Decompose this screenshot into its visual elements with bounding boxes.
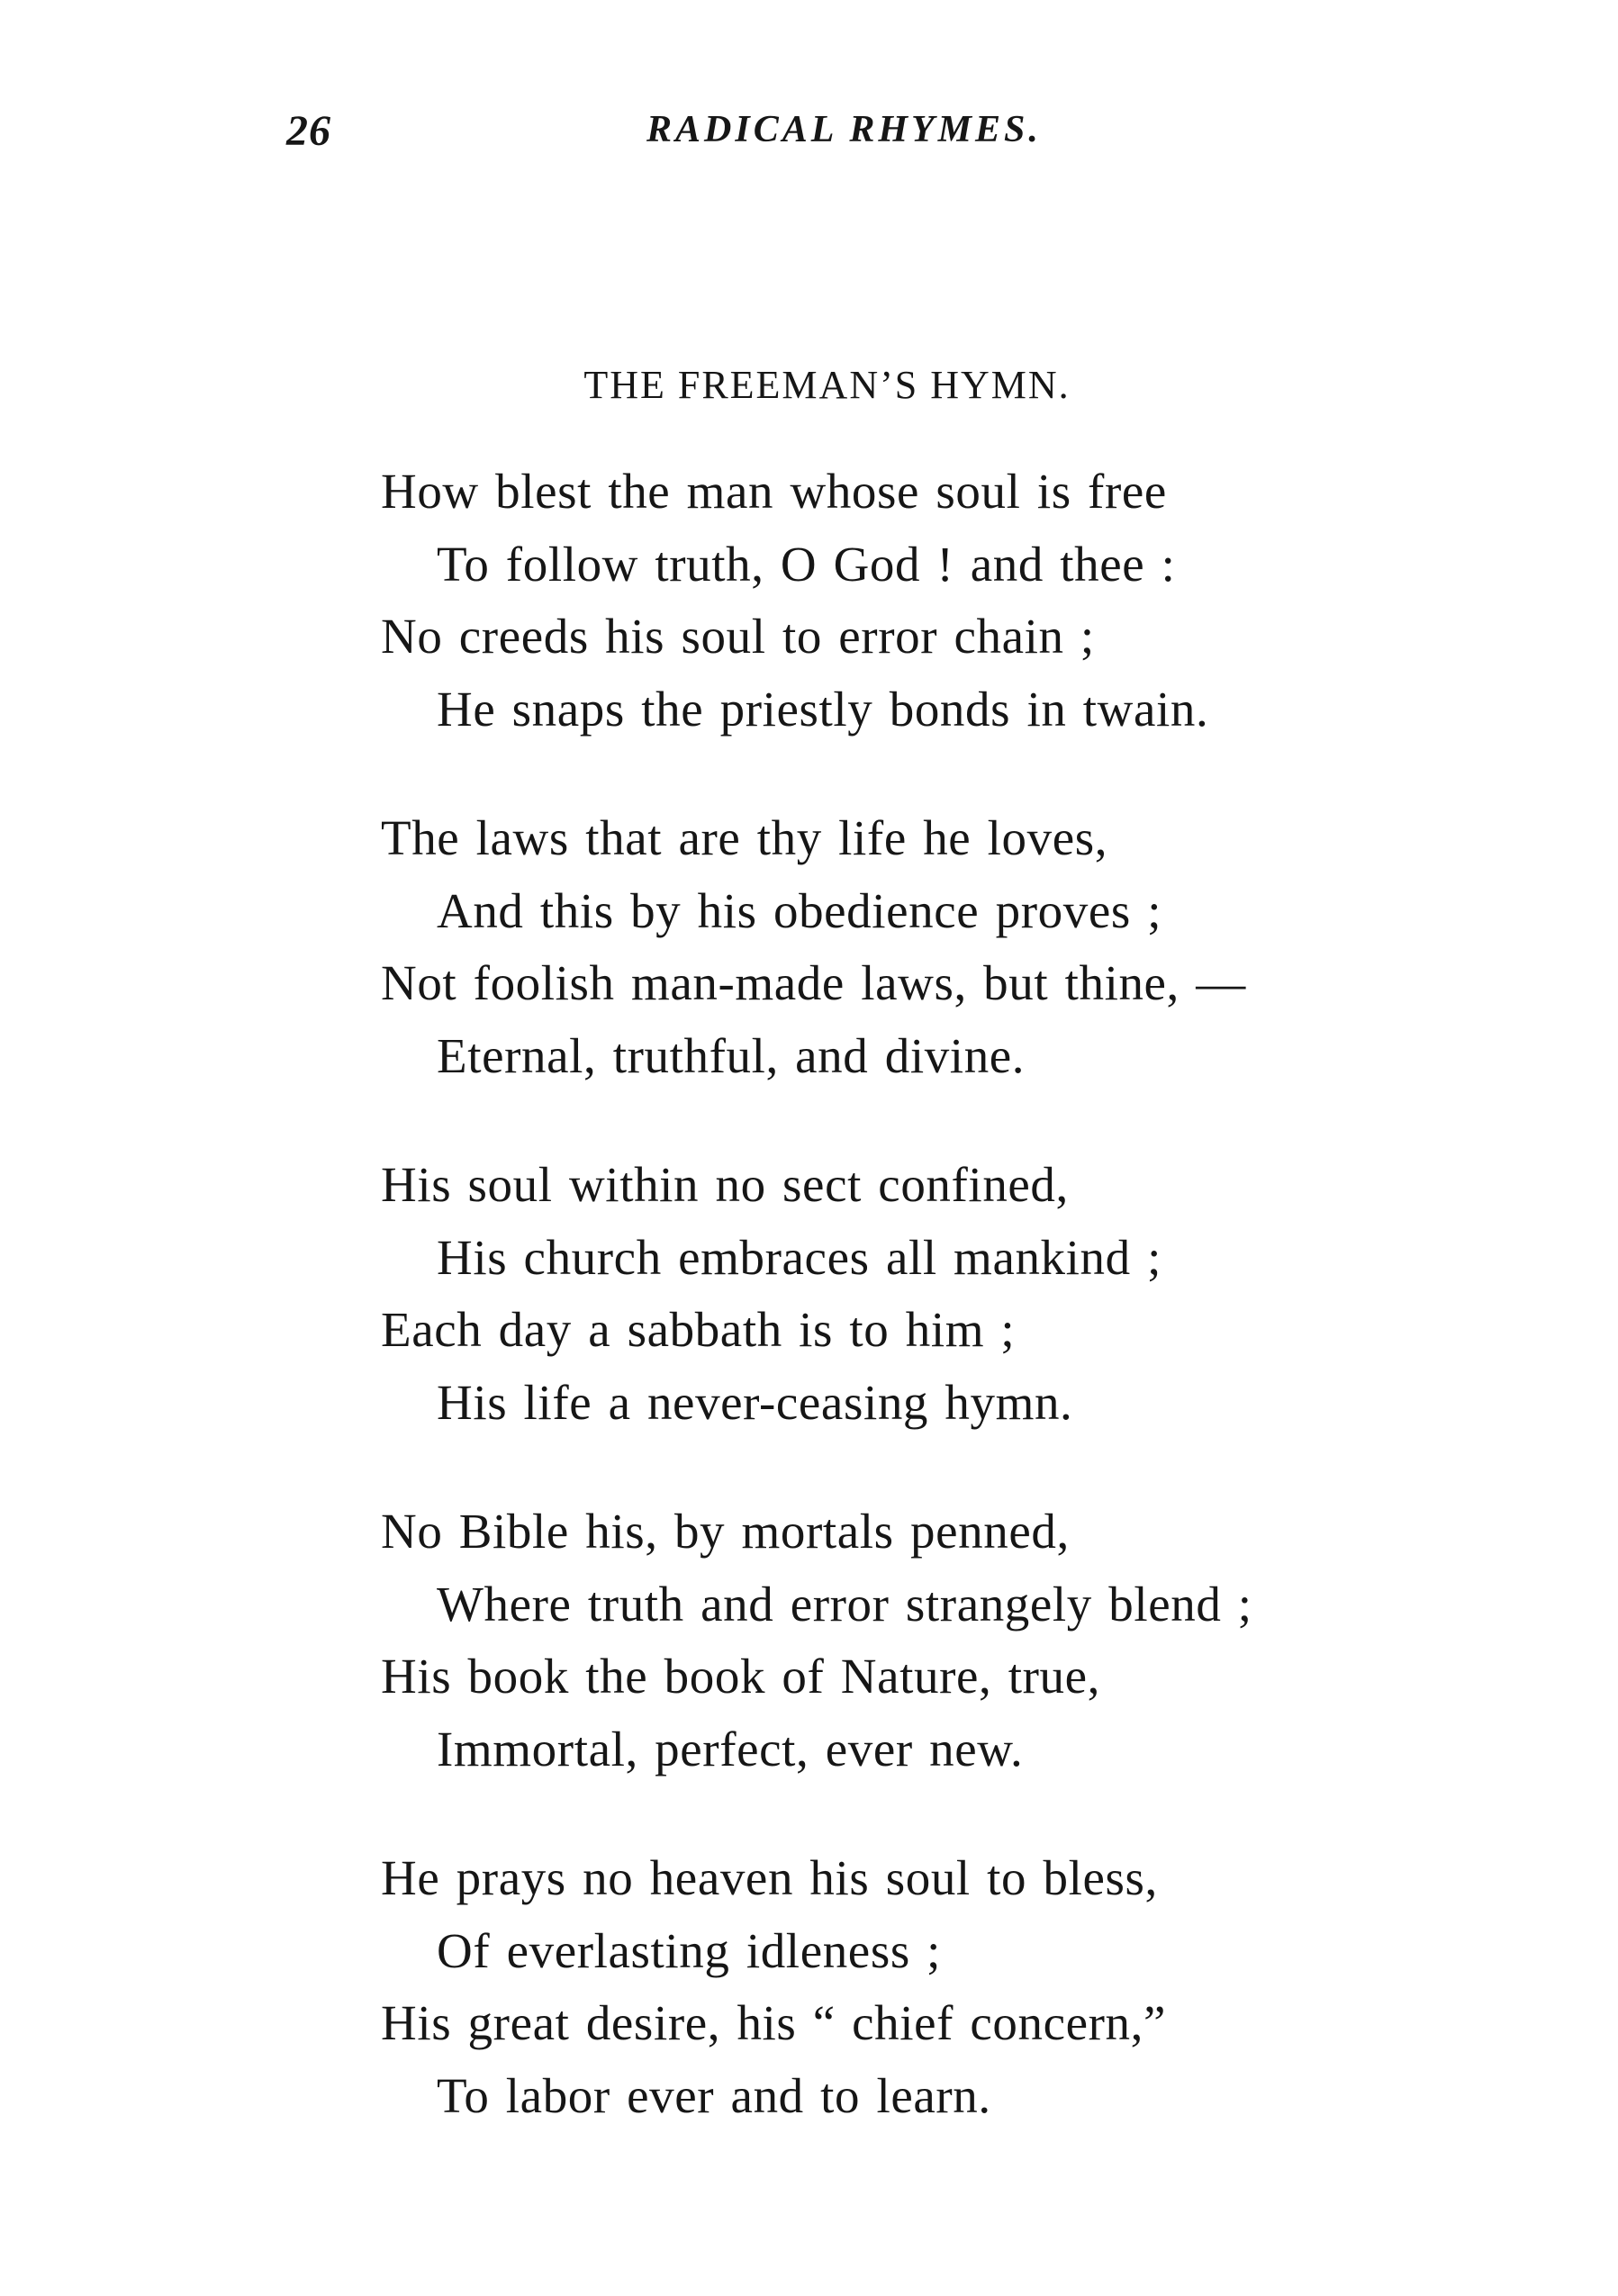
poem-line: His church embraces all mankind ; xyxy=(437,1229,1162,1285)
poem-line: Not foolish man-made laws, but thine, — xyxy=(381,955,1246,1010)
poem-line: His life a never-ceasing hymn. xyxy=(437,1374,1073,1430)
stanza-1 xyxy=(381,456,1506,746)
poem-line: Of everlasting idleness ; xyxy=(437,1922,942,1978)
poem-body xyxy=(381,456,1506,2189)
poem-line: His great desire, his “ chief concern,” xyxy=(381,1995,1167,2050)
poem-line: He prays no heaven his soul to bless, xyxy=(381,1850,1158,1905)
page-number: 26 xyxy=(286,107,331,155)
poem-line: No creeds his soul to error chain ; xyxy=(381,609,1095,664)
poem-line: Where truth and error strangely blend ; xyxy=(437,1576,1252,1632)
poem-line: To labor ever and to learn. xyxy=(437,2067,991,2123)
poem-line: His soul within no sect confined, xyxy=(381,1157,1069,1212)
poem-title: THE FREEMAN’S HYMN. xyxy=(583,363,1071,407)
running-head: RADICAL RHYMES. xyxy=(646,109,1042,150)
poem-line: Immortal, perfect, ever new. xyxy=(437,1721,1024,1776)
stanza-4 xyxy=(381,1496,1506,1785)
stanza-5 xyxy=(381,1842,1506,2132)
poem-line: His book the book of Nature, true, xyxy=(381,1649,1100,1704)
poem-line: Eternal, truthful, and divine. xyxy=(437,1027,1026,1083)
poem-line: Each day a sabbath is to him ; xyxy=(381,1302,1016,1357)
poem-line: How blest the man whose soul is free xyxy=(381,464,1167,519)
poem-line: He snaps the priestly bonds in twain. xyxy=(437,681,1209,737)
stanza-3 xyxy=(381,1149,1506,1439)
poem-line: To follow truth, O God ! and thee : xyxy=(437,536,1176,592)
poem-line: No Bible his, by mortals penned, xyxy=(381,1504,1070,1559)
stanza-2 xyxy=(381,802,1506,1092)
poem-line: The laws that are thy life he loves, xyxy=(381,810,1108,865)
poem-line: And this by his obedience proves ; xyxy=(437,882,1162,938)
